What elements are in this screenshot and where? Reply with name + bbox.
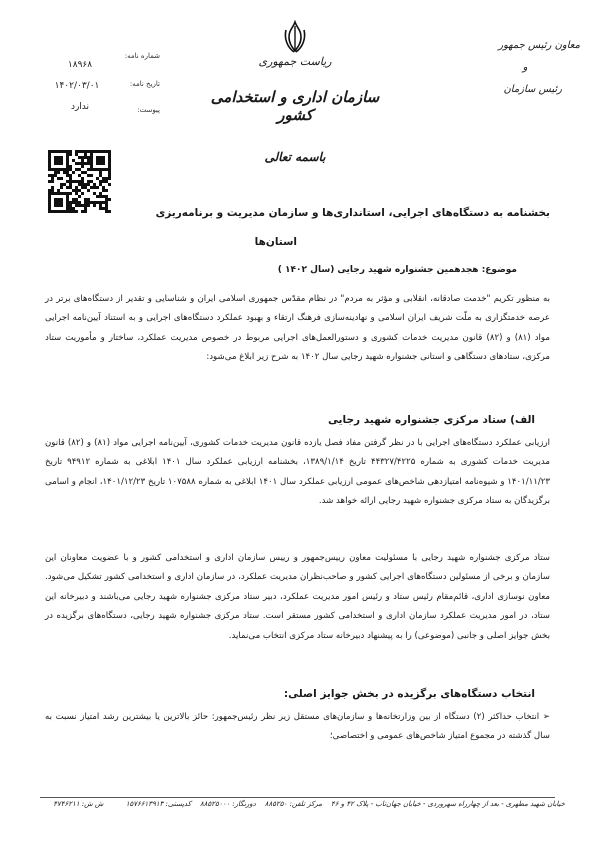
attachment-label: پیوست: [137,106,160,114]
section-a-paragraph-1: ارزیابی عملکرد دستگاه‌های اجرایی با در نظر گرفتن مفاد فصل یازده قانون مدیریت خدمات کشوری، آیین‌نامه اجرایی مواد (۸۱) و (۸۲) قانون مدیریت خدمات کشوری به شماره ۴۴۳۲۷/۴۲۲۵ تاریخ ۱۳۸۹/۱/۱۴، بخشنامه ارزیابی عملکرد سال ۱۴۰۱ ابلاغی به شماره ۹۴۹۱۲ تاریخ ۱۴۰۱/۱۱/۲۳ و شیوه‌نامه امتیازدهی شاخص‌های عمومی ارزیابی عملکرد سال ۱۴۰۱ ابلاغی به شماره ۱۰۷۵۸۸ تاریخ ۱۴۰۱/۱۲/۲۳، انجام و اسامی برگزیدگان به ستاد مرکزی جشنواره شهید رجایی ارائه خواهد شد. [45,438,550,507]
bullet-text: انتخاب حداکثر (۲) دستگاه از بین وزارتخانه‌ها و سازمان‌های مستقل زیر نظر رئیس‌جمهور: حائز بالاترین یا بیشترین رشد امتیاز نسبت به سال گذشته در مجموع امتیاز شاخص‌های عمومی و اختصاصی؛ [45,712,550,742]
footer-doc-id: ش ش: ۴۷۴۶۲۱۱ [53,800,104,808]
letter-number-label: شماره نامه: [124,52,160,60]
footer-address: خیابان شهید مطهری - بعد از چهارراه سهروردی - خیابان جهان‌تاب - پلاک ۴۲ و ۴۶ [330,800,565,808]
signatory-line-1: معاون رئیس جمهور [498,40,580,51]
qr-code-icon [48,150,111,213]
subject [120,265,517,275]
attachment-value: ندارد [70,102,90,112]
subject-label: موضوع: [481,265,517,275]
recipients-line-1: بخشنامه به دستگاه‌های اجرایی، استانداری‌ها و سازمان مدیریت و برنامه‌ریزی [155,207,550,219]
organization-title: سازمان اداری و استخدامی کشور [210,88,380,124]
section-b-heading: انتخاب دستگاه‌های برگزیده در بخش جوایز اصلی: [283,688,535,700]
intro-paragraph: به منظور تکریم "خدمت صادقانه، انقلابی و مؤثر به مردم" در نظام مقدّس جمهوری اسلامی ایران و شناسایی و تقدیر از دستگاه‌های برتر در عرصه خدمتگزاری به ملّت شریف ایران اسلامی و نهادینه‌سازی فرهنگ ارتقاء و بهبود عملکرد دستگاه‌های اجرایی و به استناد آیین‌نامه اجرایی مواد (۸۱) و (۸۲) قانون مدیریت خدمات کشوری و دستورالعمل‌های اجرایی مربوط در خصوص مدیریت عملکرد، ساختار و مأموریت ستاد مرکزی، ستادهای دستگاهی و استانی جشنواره شهید رجایی سال ۱۴۰۲ به شرح زیر ابلاغ می‌شود: [45,294,550,363]
subject-text: هجدهمین جشنواره شهید رجایی (سال ۱۴۰۲ ) [277,265,479,275]
letter-date-label: تاریخ نامه: [129,80,160,88]
letter-date: ۱۴۰۲/۰۳/۰۱ [54,81,100,91]
recipients-line-2: استان‌ها [254,236,297,248]
signatory-line-2: و [522,62,528,73]
signatory-line-3: رئیس سازمان [503,84,562,95]
emblem-icon [282,20,308,54]
footer-fax: دورنگار: ۸۸۵۲۵۰۰۰ [199,800,256,808]
presidency-title: ریاست جمهوری [258,55,332,68]
section-a-heading: الف) ستاد مرکزی جشنواره شهید رجایی [327,414,535,426]
footer-postal-code: کدپستی: ۱۵۷۶۶۱۳۹۱۳ [125,800,192,808]
section-b-bullet-1 [45,708,550,747]
section-a-paragraph-2: ستاد مرکزی جشنواره شهید رجایی با مسئولیت معاون رییس‌جمهور و رییس سازمان اداری و استخدامی کشور و با عضویت معاونان این سازمان و برخی از مسئولین دستگاه‌های اجرایی کشور و صاحب‌نظران مدیریت عملکرد، در سازمان اداری و استخدامی کشور تشکیل می‌شود. معاون نوسازی اداری، قائم‌مقام رئیس ستاد و رئیس امور مدیریت عملکرد، دبیر ستاد مرکزی جشنواره شهید رجایی می‌باشند و دبیرخانه این ستاد، در امور مدیریت عملکرد سازمان اداری و استخدامی کشور مستقر است. ستاد مرکزی جشنواره شهید رجایی، دستگاه‌های برگزیده در بخش جوایز اصلی و جانبی (موضوعی) را به پیشنهاد دبیرخانه ستاد مرکزی انتخاب می‌نماید. [45,553,550,641]
letter-number: ۱۸۹۶۸ [67,60,93,70]
bullet-arrow-icon: ➢ [542,712,550,722]
footer-phone: مرکز تلفن: ۸۸۵۲۵۰ [264,800,323,808]
invocation: باسمه تعالی [264,150,326,164]
footer [48,800,565,808]
footer-divider [40,797,555,798]
